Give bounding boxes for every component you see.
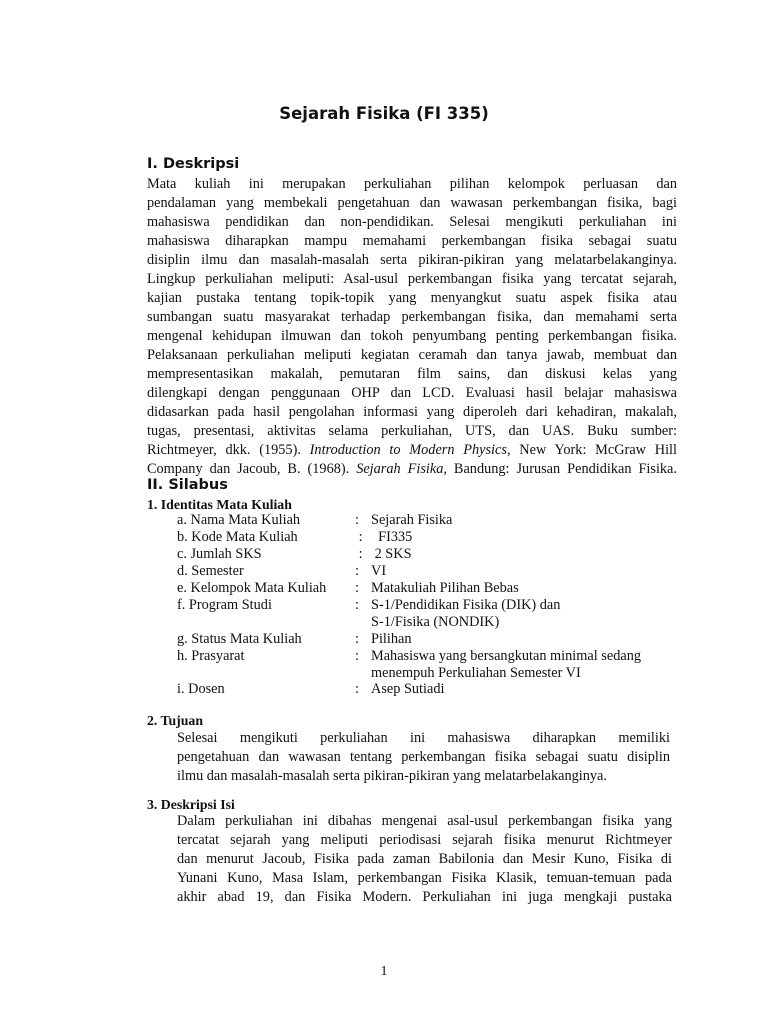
document-title: Sejarah Fisika (FI 335) — [279, 104, 489, 123]
section-heading-deskripsi: I. Deskripsi — [147, 156, 240, 172]
citation-text: , Bandung: Jurusan Pendidikan Fisika. — [443, 461, 677, 477]
paragraph-line: mahasiswa diharapkan mampu memahami perkembangan fisika sebagai suatu — [147, 233, 677, 249]
paragraph-line: Mata kuliah ini merupakan perkuliahan pilihan kelompok perluasan dan — [147, 176, 677, 192]
identitas-colon: : — [355, 681, 359, 697]
paragraph-line: mengenal kehidupan ilmuwan dan tokoh penyumbang penting perkembangan fisika. — [147, 328, 677, 344]
paragraph-line: disiplin ilmu dan masalah-masalah serta pikiran-pikiran yang melatarbelakanginya. — [147, 252, 677, 268]
paragraph-line: mahasiswa pendidikan dan non-pendidikan. Selesai mengikuti perkuliahan ini — [147, 214, 677, 230]
paragraph-line: pendalaman yang membekali pengetahuan dan wawasan perkembangan fisika, bagi — [147, 195, 677, 211]
paragraph-line: Dalam perkuliahan ini dibahas mengenai asal-usul perkembangan fisika yang — [177, 813, 672, 829]
identitas-value-multiline — [371, 648, 641, 682]
deskripsi-isi-paragraph — [177, 812, 672, 907]
paragraph-line: Yunani Kuno, Masa Islam, perkembangan Fisika Klasik, temuan-temuan pada — [177, 870, 672, 886]
paragraph-line: tercatat sejarah yang meliputi periodisasi sejarah fisika menurut Richtmeyer — [177, 832, 672, 848]
paragraph-line: mempresentasikan makalah, pemutaran film sains, dan diskusi kelas yang — [147, 366, 677, 382]
paragraph-line: kajian pustaka tentang topik-topik yang menyangkut suatu aspek fisika atau — [147, 290, 677, 306]
paragraph-line: akhir abad 19, dan Fisika Modern. Perkuliahan ini juga mengkaji pustaka — [177, 889, 672, 905]
section-heading-silabus: II. Silabus — [147, 477, 228, 493]
identitas-value: 2 SKS — [371, 546, 412, 562]
paragraph-line: sumbangan suatu masyarakat terhadap perkembangan fisika, dan memahami serta — [147, 309, 677, 325]
identitas-value: Pilihan — [371, 630, 412, 647]
identitas-value: Sejarah Fisika — [371, 512, 453, 528]
subheading-identitas: 1. Identitas Mata Kuliah — [147, 497, 292, 512]
identitas-label: e. Kelompok Mata Kuliah — [177, 580, 327, 596]
paragraph-line: dan menurut Jacoub, Fisika pada zaman Babilonia dan Mesir Kuno, Fisika di — [177, 851, 672, 867]
paragraph-line: Lingkup perkuliahan meliputi: Asal-usul perkembangan fisika yang tercatat sejarah, — [147, 271, 677, 287]
citation-text: , New York: McGraw Hill — [506, 442, 677, 458]
identitas-colon: : — [355, 563, 359, 579]
subheading-tujuan: 2. Tujuan — [147, 713, 203, 728]
subheading-deskripsi-isi: 3. Deskripsi Isi — [147, 797, 235, 812]
identitas-colon: : — [355, 529, 363, 545]
citation-text: Company dan Jacoub, B. (1968). — [147, 461, 357, 477]
book-title: Introduction to Modern Physics — [309, 442, 507, 458]
paragraph-line: Selesai mengikuti perkuliahan ini mahasiswa diharapkan memiliki — [177, 730, 670, 746]
identitas-label: c. Jumlah SKS — [177, 546, 262, 562]
paragraph-line — [147, 441, 677, 460]
deskripsi-paragraph — [147, 175, 677, 479]
identitas-colon: : — [355, 630, 359, 647]
identitas-label: b. Kode Mata Kuliah — [177, 529, 298, 545]
identitas-colon: : — [355, 512, 359, 528]
identitas-value: S-1/Pendidikan Fisika (DIK) dan — [371, 597, 561, 613]
identitas-value: Asep Sutiadi — [371, 681, 445, 697]
identitas-value: FI335 — [371, 529, 413, 545]
identitas-colon: : — [355, 580, 359, 596]
identitas-label: a. Nama Mata Kuliah — [177, 512, 301, 528]
identitas-value: menempuh Perkuliahan Semester VI — [371, 664, 581, 681]
identitas-label: g. Status Mata Kuliah — [177, 630, 302, 647]
identitas-label: f. Program Studi — [177, 597, 272, 613]
identitas-label: h. Prasyarat — [177, 647, 245, 664]
tujuan-paragraph — [177, 729, 670, 786]
identitas-colon: : — [355, 597, 359, 613]
identitas-value: S-1/Fisika (NONDIK) — [371, 614, 500, 630]
book-title: Sejarah Fisika — [356, 461, 444, 477]
paragraph-line: dilengkapi dengan penggunaan OHP dan LCD. Evaluasi hasil belajar mahasiswa — [147, 385, 677, 401]
identitas-label: d. Semester — [177, 563, 244, 579]
identitas-value: Matakuliah Pilihan Bebas — [371, 580, 519, 596]
paragraph-line: pengetahuan dan wawasan tentang perkembangan fisika sebagai suatu disiplin — [177, 749, 670, 765]
paragraph-line: Pelaksanaan perkuliahan meliputi kegiatan ceramah dan tanya jawab, membuat dan — [147, 347, 677, 363]
identitas-label: i. Dosen — [177, 681, 225, 697]
identitas-value: Mahasiswa yang bersangkutan minimal sedang — [371, 647, 641, 664]
paragraph-line: tugas, presentasi, aktivitas selama perkuliahan, UTS, dan UAS. Buku sumber: — [147, 423, 677, 439]
paragraph-line: ilmu dan masalah-masalah serta pikiran-pikiran yang melatarbelakanginya. — [177, 768, 607, 784]
citation-text: Richtmeyer, dkk. (1955). — [147, 442, 310, 458]
identitas-value-multiline — [371, 597, 560, 631]
identitas-colon: : — [355, 647, 359, 664]
page-number: 1 — [380, 964, 388, 979]
paragraph-line: didasarkan pada hasil pengolahan informasi yang diperoleh dari kehadiran, makalah, — [147, 404, 677, 420]
identitas-value: VI — [371, 563, 387, 579]
identitas-colon: : — [355, 546, 363, 562]
